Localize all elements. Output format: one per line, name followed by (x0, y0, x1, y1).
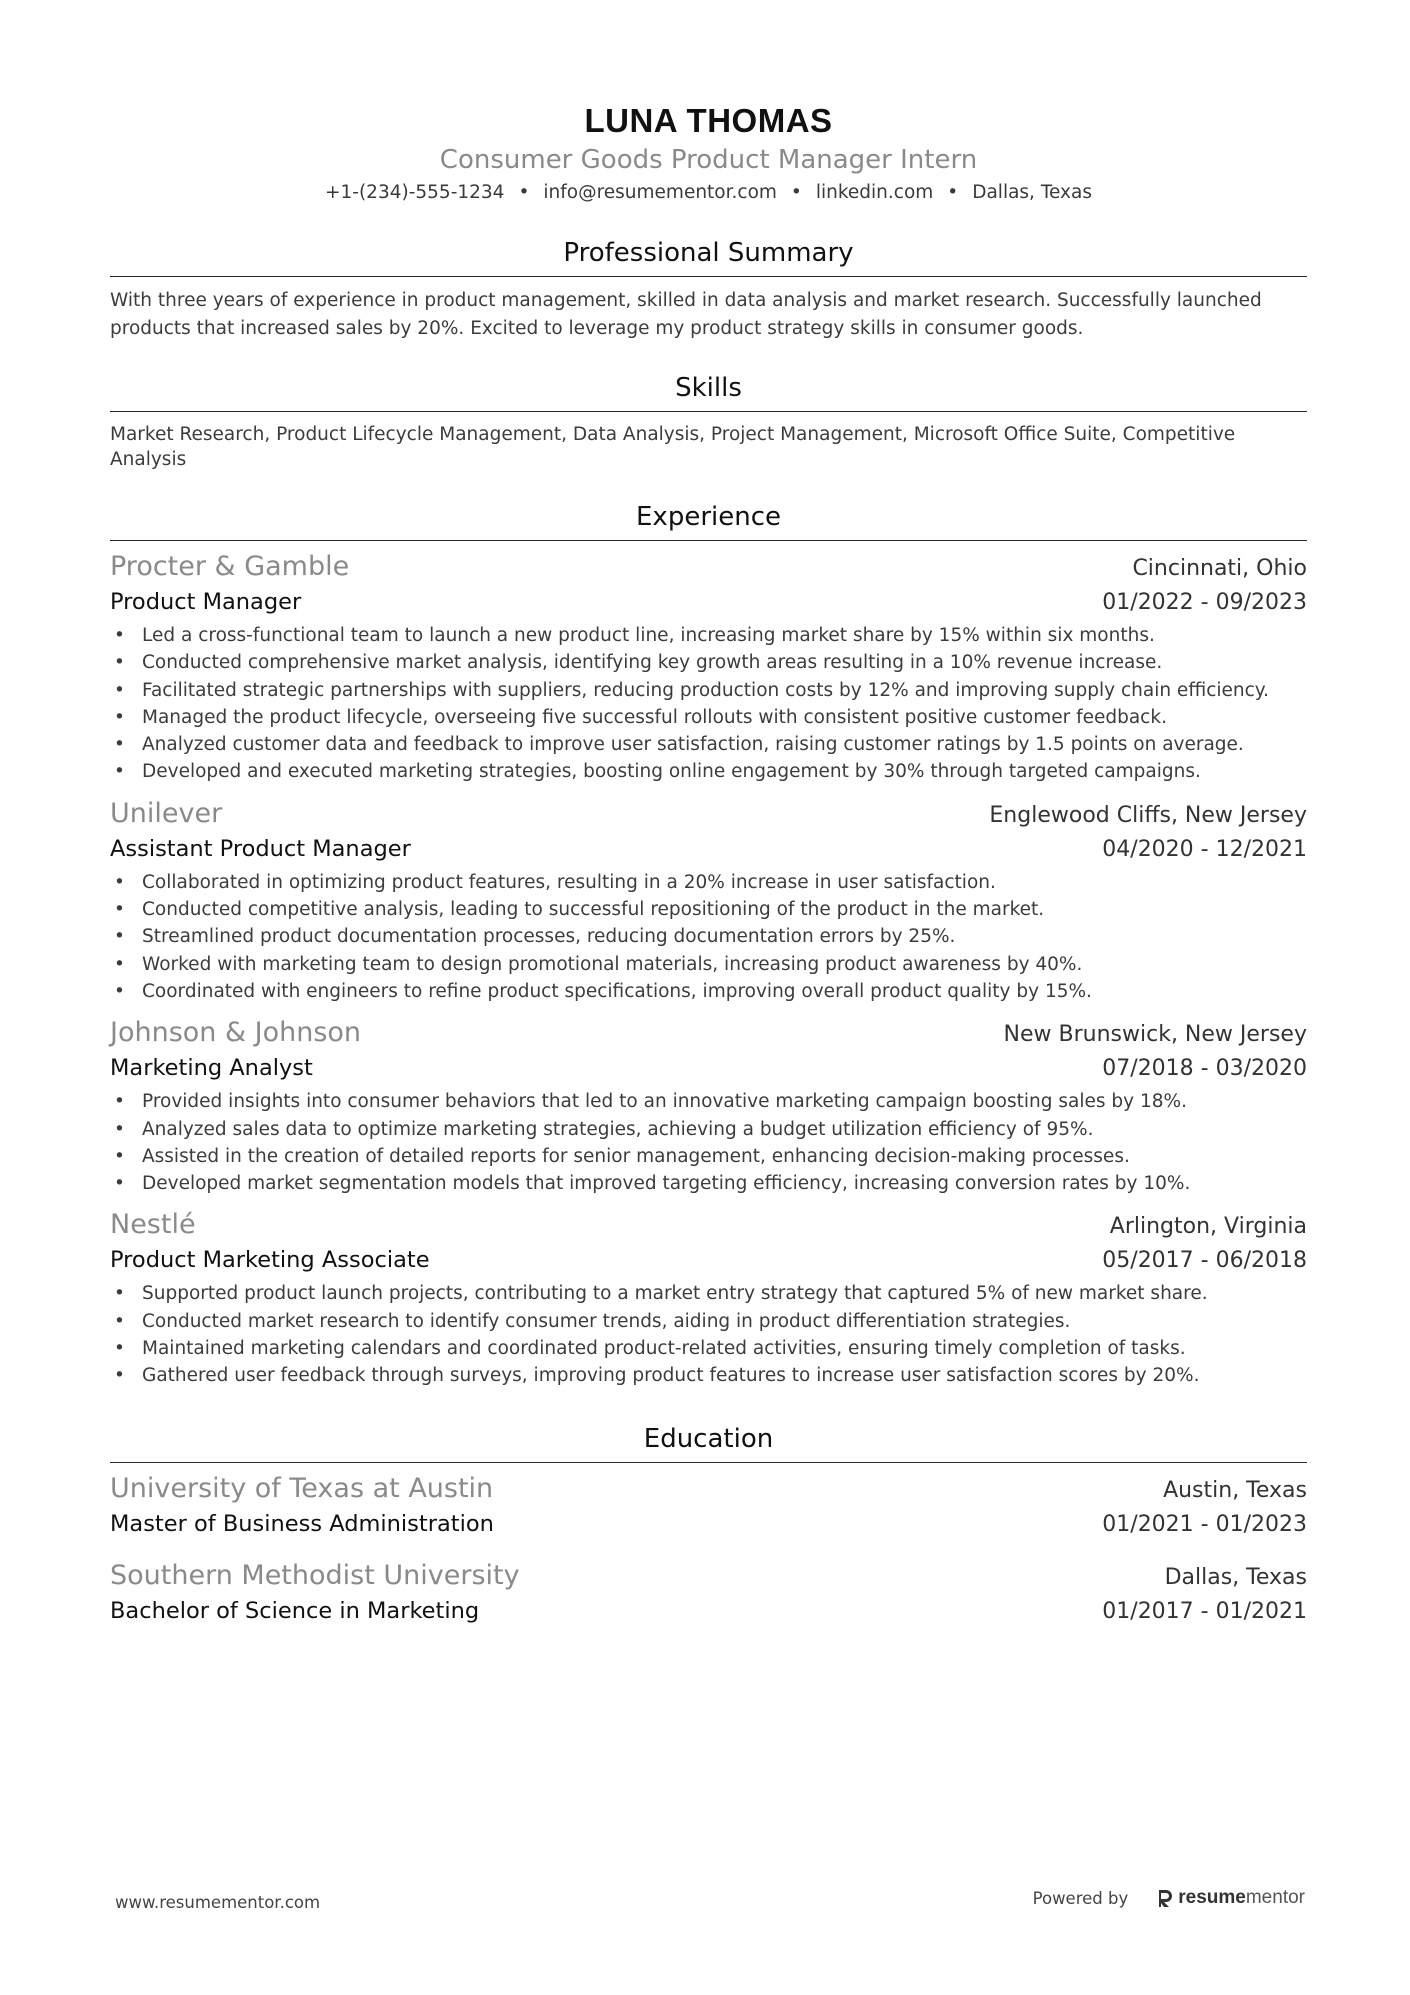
bullet-item: • Assisted in the creation of detailed reports for senior management, enhancing decision-making processes. (110, 1143, 1307, 1170)
bullet-item: • Provided insights into consumer behaviors that led to an innovative marketing campaign boosting sales by 18%. (110, 1088, 1307, 1115)
degree-dates: 01/2021 - 01/2023 (1102, 1511, 1307, 1537)
job-location: Cincinnati, Ohio (1132, 556, 1307, 581)
footer-website-link[interactable]: www.resumementor.com (115, 1893, 321, 1912)
bullet-item: • Developed market segmentation models that improved targeting efficiency, increasing conversion rates by 10%. (110, 1170, 1307, 1197)
powered-by-label: Powered by (1032, 1888, 1129, 1908)
school-location: Dallas, Texas (1164, 1564, 1307, 1590)
education-entry (110, 1558, 1307, 1629)
company-name: Unilever (110, 797, 223, 829)
job-location: Englewood Cliffs, New Jersey (989, 802, 1307, 828)
contact-separator: • (790, 182, 802, 203)
job-role: Product Marketing Associate (110, 1247, 430, 1274)
school-name: Southern Methodist University (110, 1559, 520, 1591)
bullet-item: • Led a cross-functional team to launch a new product line, increasing market share by 15% within six months. (110, 622, 1307, 649)
bullet-item: • Conducted comprehensive market analysis, identifying key growth areas resulting in a 10% revenue increase. (110, 649, 1307, 676)
bullet-item: • Maintained marketing calendars and coordinated product-related activities, ensuring timely completion of tasks. (110, 1335, 1307, 1362)
job-entry (110, 796, 1307, 1005)
company-name: Nestlé (110, 1209, 196, 1241)
job-dates: 05/2017 - 06/2018 (1102, 1248, 1307, 1274)
job-bullets (110, 869, 1307, 1005)
experience-heading: Experience (110, 498, 1307, 541)
school-header-row (110, 1471, 1307, 1507)
resume-header (110, 98, 1307, 208)
bullet-item: • Analyzed sales data to optimize marketing strategies, achieving a budget utilization efficiency of 95%. (110, 1116, 1307, 1143)
summary-text: With three years of experience in product management, skilled in data analysis and market research. Successfully launched products that increased sales by 20%. Excited to leverage my product strategy skills in consumer goods. (110, 290, 1262, 339)
school-header-row (110, 1558, 1307, 1594)
contact-linkedin: linkedin.com (815, 182, 934, 203)
bullet-item: • Conducted competitive analysis, leading to successful repositioning of the product in the market. (110, 896, 1307, 923)
degree-row (110, 1594, 1307, 1629)
job-role-row (110, 585, 1307, 620)
job-dates: 07/2018 - 03/2020 (1102, 1056, 1307, 1082)
summary-heading: Professional Summary (110, 234, 1307, 277)
job-role: Assistant Product Manager (110, 835, 411, 862)
job-dates: 01/2022 - 09/2023 (1102, 590, 1307, 615)
job-location: Arlington, Virginia (1109, 1214, 1307, 1240)
degree-name: Bachelor of Science in Marketing (110, 1597, 480, 1624)
bullet-item: • Analyzed customer data and feedback to improve user satisfaction, raising customer ratings by 1.5 points on average. (110, 731, 1307, 758)
contact-phone: +1-(234)-555-1234 (325, 182, 505, 203)
job-bullets (110, 1280, 1307, 1389)
skills-section (110, 369, 1307, 472)
candidate-name: LUNA THOMAS (584, 102, 833, 139)
education-entry (110, 1471, 1307, 1542)
job-header-row (110, 796, 1307, 832)
job-entry (110, 1207, 1307, 1389)
bullet-item: • Facilitated strategic partnerships with suppliers, reducing production costs by 12% and improving supply chain efficiency. (110, 677, 1307, 704)
bullet-item: • Developed and executed marketing strategies, boosting online engagement by 30% through targeted campaigns. (110, 758, 1307, 785)
bullet-item: • Collaborated in optimizing product features, resulting in a 20% increase in user satisfaction. (110, 869, 1307, 896)
experience-section (110, 498, 1307, 1390)
skills-text: Market Research, Product Lifecycle Management, Data Analysis, Project Management, Microsoft Office Suite, Competitive Analysis (110, 424, 1236, 470)
contact-email: info@resumementor.com (543, 182, 777, 203)
job-location: New Brunswick, New Jersey (1003, 1022, 1307, 1048)
job-role-row (110, 1051, 1307, 1086)
bullet-item: • Supported product launch projects, contributing to a market entry strategy that captured 5% of new market share. (110, 1280, 1307, 1307)
resume-page (110, 98, 1307, 1629)
job-dates: 04/2020 - 12/2021 (1102, 836, 1307, 862)
bullet-item: • Conducted market research to identify consumer trends, aiding in product differentiation strategies. (110, 1308, 1307, 1335)
summary-section (110, 234, 1307, 343)
job-header-row (110, 1207, 1307, 1243)
contact-separator: • (518, 182, 530, 203)
company-name: Johnson & Johnson (110, 1017, 362, 1049)
job-role-row (110, 1243, 1307, 1278)
job-entry (110, 549, 1307, 786)
job-header-row (110, 1015, 1307, 1051)
contact-separator: • (947, 182, 959, 203)
bullet-item: • Coordinated with engineers to refine product specifications, improving overall product quality by 15%. (110, 978, 1307, 1005)
job-entry (110, 1015, 1307, 1197)
job-role-row (110, 832, 1307, 867)
bullet-item: • Gathered user feedback through surveys, improving product features to increase user satisfaction scores by 20%. (110, 1362, 1307, 1389)
footer-branding (1033, 1887, 1305, 1909)
company-name: Procter & Gamble (110, 551, 350, 582)
bullet-item: • Streamlined product documentation processes, reducing documentation errors by 25%. (110, 923, 1307, 950)
school-name: University of Texas at Austin (110, 1472, 494, 1504)
candidate-title: Consumer Goods Product Manager Intern (439, 145, 978, 175)
degree-name: Master of Business Administration (110, 1510, 494, 1537)
bullet-item: • Managed the product lifecycle, overseeing five successful rollouts with consistent positive customer feedback. (110, 704, 1307, 731)
skills-heading: Skills (110, 369, 1307, 412)
school-location: Austin, Texas (1163, 1477, 1307, 1503)
resumementor-logo-icon (1156, 1888, 1174, 1908)
resumementor-brand[interactable] (1156, 1887, 1305, 1909)
degree-row (110, 1507, 1307, 1542)
contact-line (110, 178, 1307, 208)
degree-dates: 01/2017 - 01/2021 (1102, 1598, 1307, 1624)
job-bullets (110, 1088, 1307, 1197)
job-role: Product Manager (110, 589, 302, 615)
job-bullets (110, 622, 1307, 786)
brand-text-bold: resume (1178, 1887, 1246, 1908)
brand-text-light: mentor (1245, 1887, 1305, 1908)
job-role: Marketing Analyst (110, 1055, 313, 1082)
education-section (110, 1420, 1307, 1629)
bullet-item: • Worked with marketing team to design promotional materials, increasing product awareness by 40%. (110, 951, 1307, 978)
education-heading: Education (110, 1420, 1307, 1463)
contact-location: Dallas, Texas (972, 182, 1092, 203)
job-header-row (110, 549, 1307, 585)
